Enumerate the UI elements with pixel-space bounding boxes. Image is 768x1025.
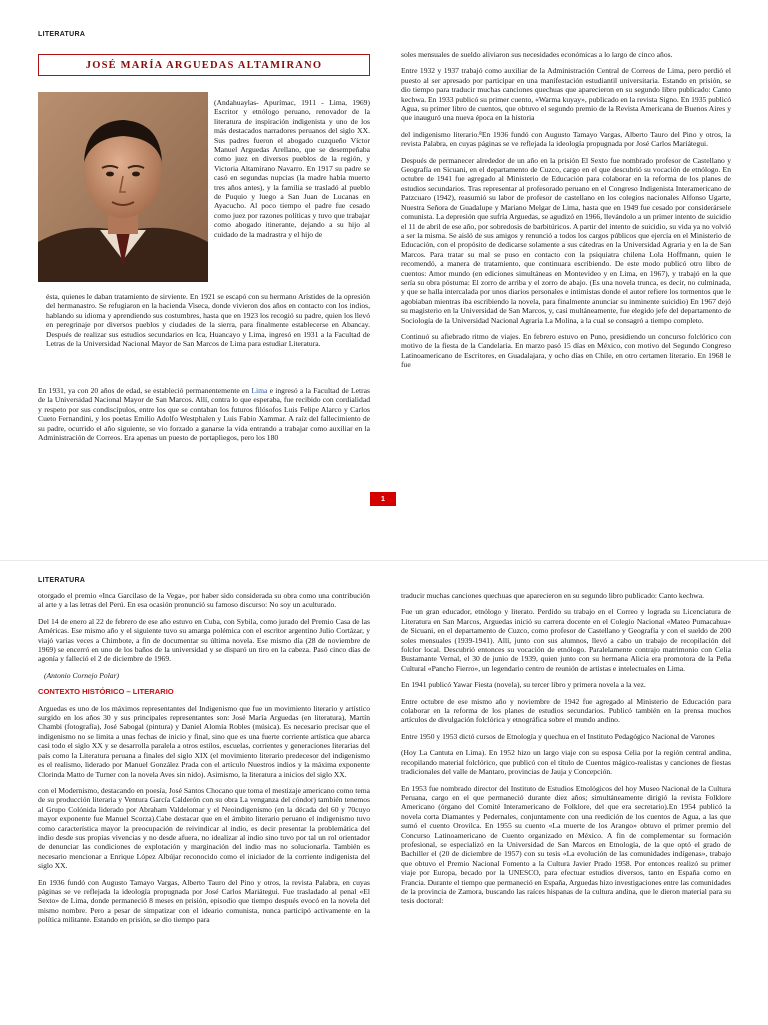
biography-paragraph [38, 386, 370, 442]
paragraph: Entre 1932 y 1937 trabajó como auxiliar de la Administración Central de Correos de Lima, pero perdió el puesto al ser apresado por participar en una manifestación estudiantil universitaria. Estando en prisión, se dio tiempo para traducir muchas canciones quechuas que aparecieron en su segundo libro publicado: Canto kechwa. En 1933 publicó su primer cuento, «Warma kuyay», publicado en la revista Signo. En 1935 publicó Agua, su primer libro de cuentos, que obtuvo el segundo premio de la Revista Americana de Buenos Aires y que inauguró una nueva época en la historia [401, 66, 731, 123]
paragraph: Continuó su afiebrado ritmo de viajes. En febrero estuvo en Puno, presidiendo un concurso folclórico con motivo de la fiesta de la Candelaria. En marzo pasó 15 días en México, con motivo del Segundo Congreso Latinoamericano de Escritores, en Guadalajara, y ocho días en Chile, en otro certamen literario. En 1968 le fue [401, 331, 731, 370]
paragraph: otorgado el premio «Inca Garcilaso de la Vega», por haber sido considerada su obra como una contribución al arte y a las letras del Perú. En esa ocasión pronunció su famoso discurso: No soy un aculturado. [38, 591, 370, 610]
portrait-illustration [38, 92, 208, 282]
intro-continuation: ésta, quienes le daban tratamiento de sirviente. En 1921 se escapó con su hermano Arístides de la opresión del hermanastro. Se refugiaron en la hacienda Viseca, donde vivieron dos años en contacto con los indios, hablando su idioma y aprendiendo sus costumbres, hasta que en 1923 los recogió su padre, quien los llevó en peregrinaje por diversos pueblos y ciudades de la sierra, para finalmente establecerse en Abancay. Después de realizar sus estudios secundarios en Ica, Huancayo y Lima, ingresó en 1931 a la Facultad de Letras de la Universidad Nacional Mayor de San Marcos de Lima para estudiar Literatura. [46, 292, 370, 349]
paragraph: En 1941 publicó Yawar Fiesta (novela), su tercer libro y primera novela a la vez. [401, 680, 646, 690]
paragraph: Del 14 de enero al 22 de febrero de ese año estuvo en Cuba, con Sybila, como jurado del Premio Casa de las Américas. Ese mismo año y el siguiente tuvo su amarga polémica con el escritor argentino Julio Cortázar, y viajó varias veces a Chimbote, a fin de documentar su última novela. Ese mismo día (28 de noviembre de 1969) se encerró en uno de los baños de la universidad y se disparó un tiro en la cabeza. Pasó cinco días de agonía y falleció el 2 de diciembre de 1969. [38, 616, 370, 664]
title-box [38, 54, 370, 76]
paragraph: Entre 1950 y 1953 dictó cursos de Etnología y quechua en el Instituto Pedagógico Nacional de Varones [401, 731, 715, 741]
left-column [38, 591, 370, 932]
paragraph: Entre octubre de ese mismo año y noviembre de 1942 fue agregado al Ministerio de Educación para colaborar en la reforma de los planes de estudios secundarios. Publicó también en la prensa muchos artículos de divulgación folclórica y etnográfica sobre el mundo andino. [401, 696, 731, 725]
portrait-photo-icon [38, 92, 208, 282]
document-page-2 [0, 560, 768, 1025]
paragraph: soles mensuales de sueldo aliviaron sus necesidades económicas a lo largo de cinco años. [401, 50, 673, 59]
paragraph-text: En 1931, ya con 20 años de edad, se estableció permanentemente en [38, 386, 250, 395]
paragraph: del indigenismo literario.⁸En 1936 fundó con Augusto Tamayo Vargas, Alberto Tauro del Pino y otros, la revista Palabra, en cuyas páginas se ve reflejada la ideología propugnada por José Carlos Mariátegui. [401, 129, 731, 149]
page-header: LITERATURA [38, 31, 86, 38]
right-column [401, 591, 731, 913]
intro-text: (Andahuaylas- Apurímac, 1911 - Lima, 1969) Escritor y etnólogo peruano, renovador de la literatura de inspiración indigenista y uno de los más destacados narradores peruanos del siglo XX. Sus padres fueron el abogado cuzqueño Víctor Manuel Arguedas Arellano, que se desempeñaba como juez en diversos pueblos de la región, y Victoria Altamirano Navarro. En 1917 su padre se casó en segundas nupcias (la madre había muerto tres años antes), y la familia se trasladó al pueblo de Puquio y luego a San Juan de Lucanas en Ayacucho. Al poco tiempo el padre fue cesado como juez por razones políticas y tuvo que trabajar como abogado itinerante, dejando a su hijo al cuidado de la madrastra y el hijo de [214, 98, 370, 239]
paragraph: Fue un gran educador, etnólogo y literato. Perdido su trabajo en el Correo y lograda su Licenciatura de Literatura en San Marcos, Arguedas inició su carrera docente en el Colegio Nacional «Mateo Pumacahua» de Sicuani, en el departamento de Cuzco, como profesor de Castellano y Geografía y con el sueldo de 200 soles mensuales (1939-1941). Allí, junto con sus alumnos, llevó a cabo un trabajo de recopilación del folclor local. Descubrió entonces su vocación de etnólogo. Paralelamente contrajo matrimonio con Celia Bustamante Vernal, el 30 de junio de 1939, quien junto con su hermana Alicia era promotora de la Peña Cultural «Pancho Fierro», un legendario centro de reunión de artistas e intelectuales en Lima. [401, 607, 731, 673]
paragraph: En 1936 fundó con Augusto Tamayo Vargas, Alberto Tauro del Pino y otros, la revista Palabra, en cuyas páginas se ve reflejada la ideología propugnada por José Carlos Mariátegui. Fue trasladado al penal «El Sexto» de Lima, donde permaneció 8 meses en prisión, episodio que tiempo después evocó en la novela del mismo nombre. Pero a pesar de simpatizar con el ideario comunista, nunca participó activamente en la política militante. Estando en prisión, se dio tiempo para [38, 877, 370, 925]
paragraph: traducir muchas canciones quechuas que aparecieron en su segundo libro publicado: Canto kechwa. [401, 591, 705, 600]
document-title: JOSÉ MARÍA ARGUEDAS ALTAMIRANO [85, 59, 323, 71]
page-number-badge: 1 [370, 492, 396, 506]
lima-link[interactable]: Lima [251, 386, 268, 395]
citation: (Antonio Cornejo Polar) [44, 670, 120, 680]
paragraph: con el Modernismo, destacando en poesía, José Santos Chocano que toma el mestizaje americano como tema de su producción literaria y Ventura García Calderón con su obra La venganza del cóndor) también tenemos al Grupo Colónida liderado por Abraham Valdelomar y el Neoindigenismo (en la década del 60 y 70cuyo mayor exponente fue Manuel Scorza).Cabe destacar que en el ámbito literario peruano el indigenismo tuvo como característica mayor la preocupación de reivindicar al indio, es decir presentar la problemática del indio desde sus propias vivencias y no desde afuera, no idealizar al indio sino tuvo por tal un rol orientador de denunciar las condiciones de explotación y marginación del indio mas no solucionarla. También es necesario mencionar a Enrique López Albújar reconocido como el iniciador de la corriente indigenista del siglo XX. [38, 785, 370, 871]
right-column [401, 50, 731, 377]
paragraph-text: e ingresó a la Facultad de Letras de la Universidad Nacional Mayor de San Marcos. Allí, contra lo que esperaba, fue recibido con cordialidad y respeto por sus condiscípulos, entre los que se contaban los futuros filósofos Luis Felipe Alarco y Carlos Cueto Fernandini, y los poetas Emilio Adolfo Westphalen y Luis Fabio Xammar. A raíz del fallecimiento de su padre, ocurrido el año siguiente, se vio forzado a ganarse la vida entrando a trabajar como auxiliar en la Administración de Correos. Era apenas un puesto de portapliegos, pero los 180 [38, 386, 370, 443]
paragraph: Arguedas es uno de los máximos representantes del Indigenismo que fue un movimiento literario y artístico surgido en los años 30 y sus principales representantes son: José María Arguedas (en literatura), Martín Chambi (fotografía), José Sabogal (pintura) y Daniel Alomía Robles (música). Es necesario precisar que el indigenismo no se limita a unas fechas de inicio y final, sino que es una fuerte corriente artística que abarca casi todo el siglo XX y se desarrolla paralela a otros estilos, escuelas, corrientes y generaciones literarias del país como la Literatura peruana a finales del siglo XIX (el movimiento literario predecesor del indigenismo es el realismo, liderado por Manuel González Prada con el artículo Nuestros indios y la máxima exponente Clorinda Matto de Turner con la novela Aves sin nido). Asimismo, la literatura a inicios del siglo XX. [38, 703, 370, 779]
paragraph: Después de permanecer alrededor de un año en la prisión El Sexto fue nombrado profesor de Castellano y Geografía en Sicuani, en el departamento de Cuzco, cargo en el que descubrió su vocación de etnólogo. En octubre de 1941 fue agregado al Ministerio de Educación para colaborar en la reforma de los planes de estudios secundarios. Tras representar al profesorado peruano en el Congreso Indigenista Interamericano de Patzcuaro (1942), reasumió su labor de profesor de castellano en los colegios nacionales Alfonso Ugarte, Nuestra Señora de Guadalupe y Mariano Melgar de Lima, hasta que en 1949 fue cesado por considerársele comunista. La depresión que sufría Arguedas, se agudizó en 1966, llevándolo a un primer intento de suicidio el 11 de abril de ese año, por sobredosis de barbitúricos. A partir del intento de suicidio, su vida ya no volvió a ser la misma. Se aisló de sus amigos y renunció a todos los cargos públicos que ejercía en el Ministerio de Educación, con el propósito de dedicarse solamente a sus cátedras en la Universidad Agraria y en la de San Marcos. Para tratar su mal se puso en contacto con la psiquiatra chilena Lola Hoffmann, quien le recomendó, a manera de tratamiento, que continuara escribiendo. De este modo publicó otro libro de cuentos: Amor mundo (en ediciones simultáneas en Montevideo y en Lima, en 1967), y trabajó en la que sería su obra póstuma: El zorro de arriba y el zorro de abajo. (Es una novela trunca, es decir, no culminada, y que se halla intercalada por unos diarios personales e intimistas donde el autor refiere los tormentos que le agobiaban mientras iba escribiendo la novela, para finalmente anunciar su inminente suicidio) En 1967 dejó su magisterio en la Universidad de San Marcos, y, casi multáneamente, fue elegido jefe del departamento de Sociología de la Universidad Nacional Agraria La Molina, a la cual se consagró a tiempo completo. [401, 155, 731, 325]
paragraph: (Hoy La Cantuta en Lima). En 1952 hizo un largo viaje con su esposa Celia por la región central andina, recopilando material folclórico, que publicó con el título de Cuentos mágico-realistas y canciones de fiestas tradicionales del valle de Mantaro, provincias de Jauja y Concepción. [401, 748, 731, 777]
paragraph: En 1953 fue nombrado director del Instituto de Estudios Etnológicos del hoy Museo Nacional de la Cultura Peruana, cargo en el que permaneció durante diez años; simultáneamente dirigió la revista Folklore Americano (órgano del Comité Interamericano de Folklore, del que era secretario).En 1954 publicó la novela corta Diamantes y Pedernales, conjuntamente con una reedición de los cuentos de Agua, a las que sumó el cuento Orovilca. En 1955 su cuento «La muerte de los Arango» obtuvo el primer premio del Concurso Latinoamericano de Cuento organizado en México. A fin de complementar su formación profesional, se especializó en la Universidad de San Marcos en Etnología, de la que optó el grado de Bachiller el (20 de diciembre de 1957) con su tesis «La evolución de las comunidades indígenas», trabajo que obtuvo el Premio Nacional Fomento a la Cultura Javier Prado 1958. Por entonces realizó su primer viaje por Europa, becado por la UNESCO, para efectuar estudios diversos, tanto en España como en Francia. Durante el tiempo que permaneció en España, Arguedas hizo investigaciones entre las comunidades de la provincia de Zamora, buscando las raíces hispanas de la cultura andina, que le dieron material para su tesis doctoral: [401, 783, 731, 906]
page-header: LITERATURA [38, 577, 86, 584]
section-title: CONTEXTO HISTÓRICO – LITERARIO [38, 687, 174, 697]
